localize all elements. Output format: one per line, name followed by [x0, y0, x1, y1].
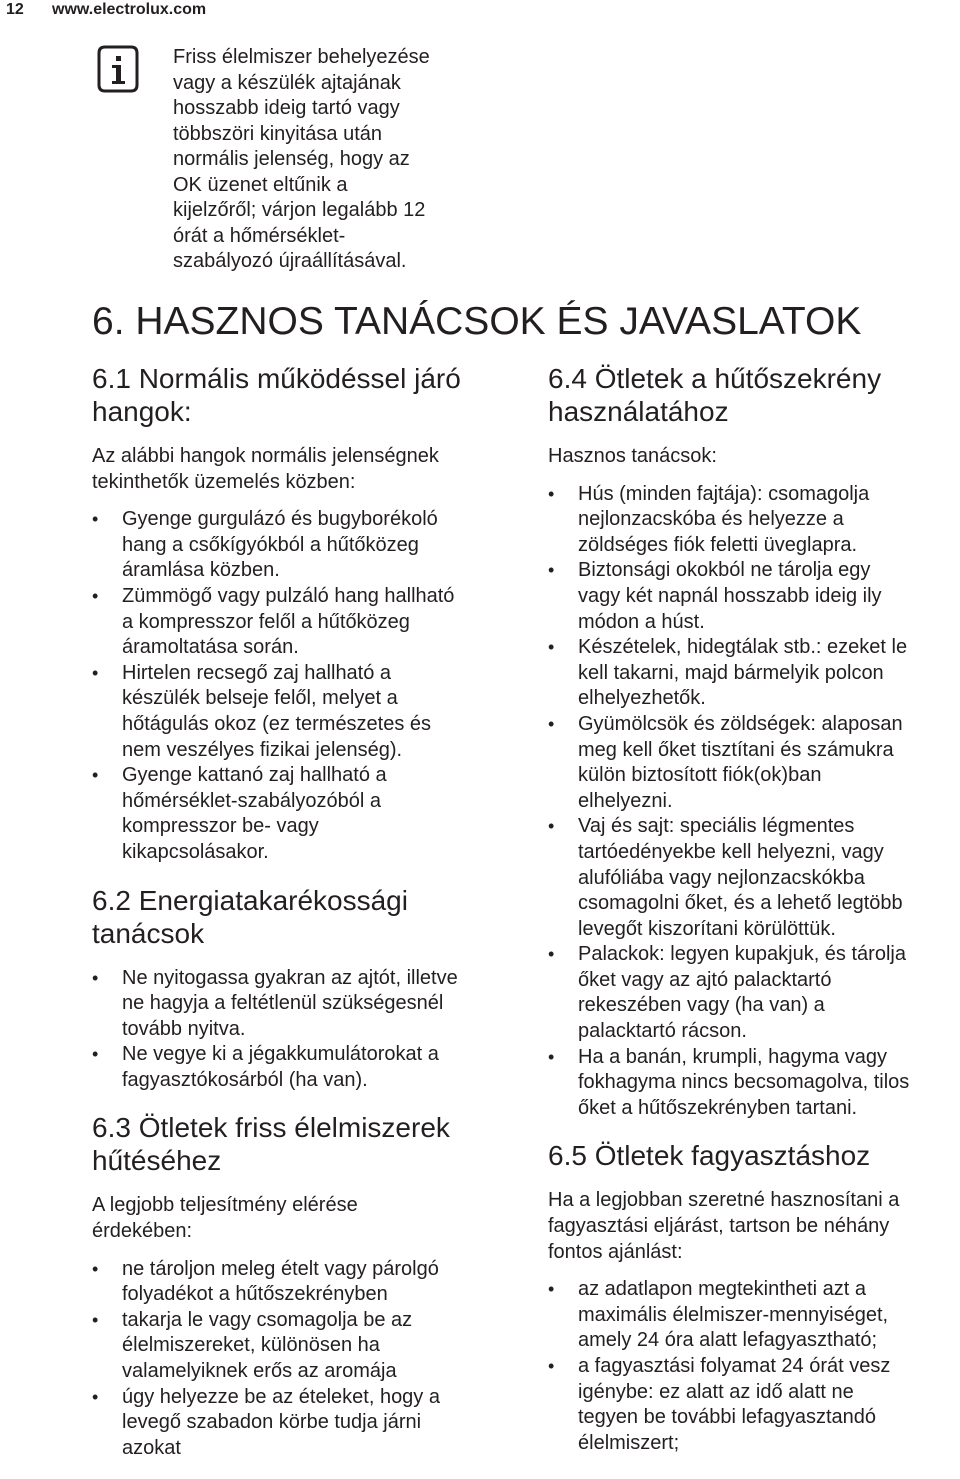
info-note-line: vagy a készülék ajtajának: [173, 71, 401, 94]
list-item-line: meg kell őket tisztítani és számukra: [578, 738, 894, 761]
info-note-text: [173, 45, 513, 275]
bullet-list: [548, 1277, 960, 1456]
section-6-1: [92, 362, 512, 866]
list-item-line: • Ne nyitogassa gyakran az ajtót, illetve: [122, 966, 458, 989]
section-title: [92, 362, 512, 428]
page-number: 12: [6, 1, 24, 18]
section-title-line: tanácsok: [92, 917, 205, 949]
section-title: [548, 1139, 960, 1172]
list-item-line: áramoltatása során.: [122, 636, 299, 659]
list-item-line: amely 24 óra alatt lefagyasztható;: [578, 1329, 878, 1352]
list-item-line: • Ne vegye ki a jégakkumulátorokat a: [122, 1043, 439, 1066]
list-item-line: élelmiszert;: [578, 1431, 680, 1454]
list-item-line: a kompresszor felől a hűtőközeg: [122, 610, 410, 633]
list-item: [92, 1308, 512, 1385]
list-item-line: élelmiszereket, különösen ha: [122, 1334, 380, 1357]
list-item-line: tegyen be további lefagyasztandó: [578, 1406, 876, 1429]
list-item-line: • az adatlapon megtekintheti azt a: [578, 1278, 866, 1301]
section-6-4: [548, 362, 960, 1121]
info-note-line: többszöri kinyitása után: [173, 122, 383, 145]
list-item-line: vagy két napnál hosszabb ideig ily: [578, 584, 882, 607]
list-item-line: • ne tároljon meleg ételt vagy párolgó: [122, 1257, 439, 1280]
section-title-line: hűtéséhez: [92, 1145, 222, 1177]
section-title-line: 6.3 Ötletek friss élelmiszerek: [92, 1112, 450, 1144]
section-intro-line: A legjobb teljesítmény elérése: [92, 1194, 358, 1217]
list-item-line: hang a csőkígyókból a hűtőközeg: [122, 533, 419, 556]
section-intro: [92, 444, 512, 495]
bullet-list: [92, 507, 512, 865]
list-item-line: • Palackok: legyen kupakjuk, és tárolja: [578, 943, 906, 966]
section-title: [92, 1111, 512, 1177]
list-item: [548, 558, 960, 635]
list-item-line: • Hirtelen recsegő zaj hallható a: [122, 661, 392, 684]
list-item-line: kompresszor be- vagy: [122, 815, 319, 838]
list-item-line: nem veszélyes fizikai jelenség).: [122, 738, 403, 761]
list-item-line: őket a hűtőszekrényben tartani.: [578, 1096, 858, 1119]
bullet-list: [92, 1257, 512, 1462]
list-item-line: • Gyümölcsök és zöldségek: alaposan: [578, 712, 903, 735]
info-note-line: szabályozó újraállításával.: [173, 250, 407, 272]
list-item-line: • Ha a banán, krumpli, hagyma vagy: [578, 1045, 888, 1068]
info-note-line: hosszabb ideig tartó vagy: [173, 97, 400, 119]
section-6-3: [92, 1111, 512, 1461]
list-item-line: • Biztonsági okokból ne tárolja egy: [578, 559, 871, 582]
list-item-line: rekeszében vagy (ha van) a: [578, 994, 825, 1017]
list-item-line: azokat: [122, 1436, 181, 1459]
section-intro-line: Az alábbi hangok normális jelenségnek: [92, 445, 439, 467]
list-item-line: hőmérséklet-szabályozóból a: [122, 789, 382, 812]
list-item: [548, 1045, 960, 1122]
section-title: [548, 362, 960, 428]
list-item-line: folyadékot a hűtőszekrényben: [122, 1283, 388, 1306]
list-item-line: fokhagyma nincs becsomagolva, tilos: [578, 1071, 910, 1094]
list-item-line: elhelyezhetők.: [578, 687, 706, 710]
list-item: [548, 712, 960, 814]
list-item-line: készülék belseje felől, melyet a: [122, 687, 398, 710]
list-item-line: • takarja le vagy csomagolja be az: [122, 1308, 413, 1331]
list-item-line: igénybe: ez alatt az idő alatt ne: [578, 1380, 854, 1403]
section-intro: [548, 444, 960, 470]
list-item-line: • Készételek, hidegtálak stb.: ezeket le: [578, 636, 908, 659]
list-item-line: • úgy helyezze be az ételeket, hogy a: [122, 1385, 440, 1408]
section-title-line: 6.2 Energiatakarékossági: [92, 884, 408, 916]
section-6-2: [92, 884, 512, 1094]
section-intro: [548, 1188, 960, 1265]
section-6-5: [548, 1139, 960, 1456]
list-item: [92, 966, 512, 1043]
right-column: [548, 362, 960, 1474]
section-title-line: 6.1 Normális működéssel járó: [92, 363, 461, 394]
list-item: [92, 507, 512, 584]
list-item-line: csomagolni őket, és a lehető legtöbb: [578, 892, 903, 915]
bullet-list: [92, 966, 512, 1094]
list-item-line: • Vaj és sajt: speciális légmentes: [578, 815, 855, 838]
section-intro-line: Hasznos tanácsok:: [548, 445, 717, 467]
left-column: [92, 362, 512, 1479]
list-item-line: levegő szabadon körbe tudja járni: [122, 1411, 422, 1434]
list-item: [92, 1042, 512, 1093]
list-item-line: nejlonzacskóba és helyezze a: [578, 508, 844, 531]
list-item-line: fagyasztókosárból (ha van).: [122, 1068, 368, 1091]
list-item-line: zöldséges fiók feletti üveglapra.: [578, 533, 858, 556]
info-note-line: kijelzőről; várjon legalább 12: [173, 199, 426, 221]
website-url: www.electrolux.com: [52, 1, 207, 18]
list-item-line: kikapcsolásakor.: [122, 840, 269, 863]
info-note-line: órát a hőmérséklet-: [173, 224, 346, 247]
list-item-line: hőtágulás okoz (ez természetes és: [122, 712, 432, 735]
list-item: [548, 482, 960, 559]
list-item-line: maximális élelmiszer-mennyiséget,: [578, 1303, 889, 1326]
info-note-line: Friss élelmiszer behelyezése: [173, 46, 430, 68]
info-note-line: OK üzenet eltűnik a: [173, 173, 348, 196]
list-item: [548, 1277, 960, 1354]
section-title-line: 6.5 Ötletek fagyasztáshoz: [548, 1140, 871, 1172]
section-title-line: használatához: [548, 396, 729, 427]
list-item-line: módon a húst.: [578, 610, 705, 633]
bullet-list: [548, 482, 960, 1122]
section-intro-line: tekinthetők üzemelés közben:: [92, 470, 356, 493]
list-item-line: alufóliába vagy nejlonzacskókba: [578, 866, 865, 889]
list-item-line: • Zümmögő vagy pulzáló hang hallható: [122, 584, 455, 607]
list-item: [548, 942, 960, 1044]
list-item-line: palacktartó rácson.: [578, 1020, 747, 1043]
list-item-line: őket vagy az ajtó palacktartó: [578, 968, 832, 991]
list-item-line: külön biztosított fiók(ok)ban: [578, 764, 822, 787]
chapter-title: 6. HASZNOS TANÁCSOK ÉS JAVASLATOK: [92, 300, 862, 343]
list-item: [548, 635, 960, 712]
section-intro-line: fontos ajánlást:: [548, 1240, 683, 1263]
list-item: [548, 814, 960, 942]
section-title-line: 6.4 Ötletek a hűtőszekrény: [548, 363, 882, 394]
list-item-line: ne hagyja a feltétlenül szükségesnél: [122, 992, 444, 1015]
section-title-line: hangok:: [92, 396, 192, 427]
list-item: [548, 1354, 960, 1456]
list-item-line: áramlása közben.: [122, 559, 280, 582]
list-item: [92, 763, 512, 865]
list-item: [92, 1385, 512, 1462]
list-item-line: elhelyezni.: [578, 789, 673, 812]
info-icon: [96, 44, 140, 94]
list-item-line: • Hús (minden fajtája): csomagolja: [578, 482, 870, 505]
section-intro: [92, 1193, 512, 1244]
list-item: [92, 661, 512, 763]
list-item-line: • Gyenge kattanó zaj hallható a: [122, 764, 387, 787]
info-note-line: normális jelenség, hogy az: [173, 148, 410, 170]
list-item-line: valamelyiknek erős az aromája: [122, 1360, 397, 1383]
section-intro-line: érdekében:: [92, 1220, 193, 1243]
section-intro-line: Ha a legjobban szeretné hasznosítani a: [548, 1189, 900, 1212]
list-item-line: tovább nyitva.: [122, 1017, 246, 1040]
list-item-line: tartóedényekbe kell helyezni, vagy: [578, 840, 884, 863]
page-header: [0, 0, 960, 22]
section-intro-line: fagyasztási eljárást, tartson be néhány: [548, 1215, 890, 1238]
list-item-line: levegőt kiszorítani körülöttük.: [578, 917, 836, 940]
section-title: [92, 884, 512, 950]
list-item-line: kell takarni, majd bármelyik polcon: [578, 661, 884, 684]
list-item: [92, 1257, 512, 1308]
list-item: [92, 584, 512, 661]
list-item-line: • a fagyasztási folyamat 24 órát vesz: [578, 1355, 891, 1377]
list-item-line: • Gyenge gurgulázó és bugyborékoló: [122, 508, 438, 531]
